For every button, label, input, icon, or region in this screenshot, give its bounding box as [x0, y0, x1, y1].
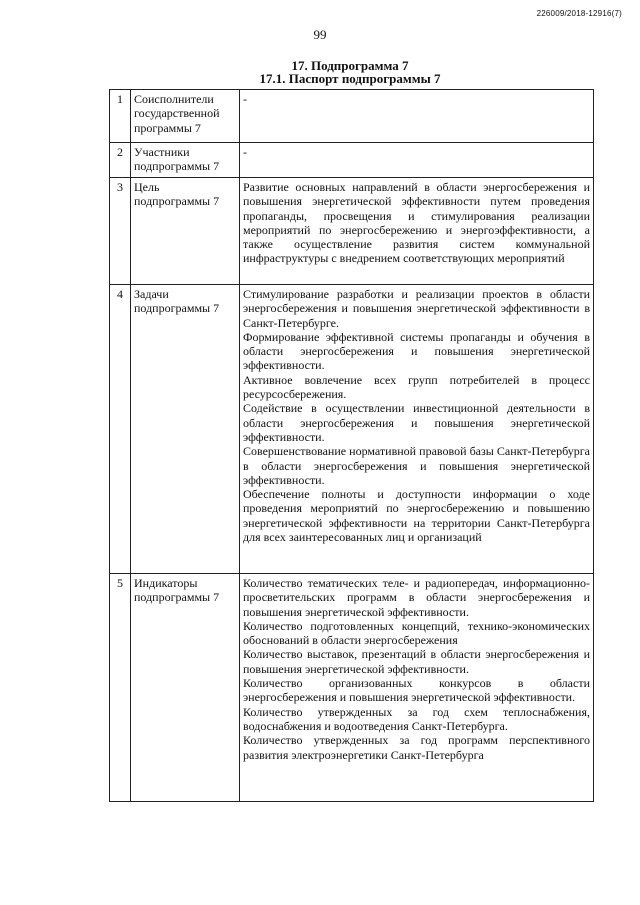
value-paragraph: Обеспечение полноты и доступности информации о ходе проведения мероприятий по энергосбережению и повышению энергетической эффективности на территории Санкт-Петербурга для всех заинтересованных лиц и организаций	[243, 487, 590, 545]
value-paragraph: Стимулирование разработки и реализации проектов в области энергосбережения и повышения энергетической эффективности в Санкт-Петербурге.	[243, 287, 590, 330]
value-paragraph: Содействие в осуществлении инвестиционной деятельности в области энергосбережения и повышения энергетической эффективности.	[243, 401, 590, 444]
parameter-value	[240, 574, 594, 802]
subsection-title: 17.1. Паспорт подпрограммы 7	[259, 71, 441, 86]
section-title: 17. Подпрограмма 7	[291, 58, 409, 73]
row-number: 1	[110, 90, 131, 143]
page-number: 99	[313, 27, 327, 42]
table-row	[110, 285, 594, 574]
parameter-name: Соисполнители государственной программы 7	[131, 90, 240, 143]
document-id: 226009/2018-12916(7)	[536, 9, 622, 18]
row-number: 2	[110, 143, 131, 178]
table-row	[110, 178, 594, 285]
value-paragraph: Количество утвержденных за год схем теплоснабжения, водоснабжения и водоотведения Санкт-Петербурга.	[243, 704, 590, 733]
parameter-value	[240, 178, 594, 285]
table-row	[110, 574, 594, 802]
value-paragraph: -	[243, 92, 247, 106]
value-paragraph: Количество организованных конкурсов в области энергосбережения и повышения энергетической эффективности.	[243, 676, 590, 705]
value-paragraph: Количество выставок, презентаций в области энергосбережения и повышения энергетической эффективности.	[243, 647, 590, 676]
row-number: 3	[110, 178, 131, 285]
parameter-name: Участники подпрограммы 7	[131, 143, 240, 178]
table-row	[110, 143, 594, 178]
value-paragraph: -	[243, 145, 247, 159]
parameter-value	[240, 143, 594, 178]
parameter-name: Индикаторы подпрограммы 7	[131, 574, 240, 802]
parameter-value	[240, 90, 594, 143]
value-paragraph: Активное вовлечение всех групп потребителей в процесс ресурсосбережения.	[243, 372, 590, 402]
value-paragraph: Количество подготовленных концепций, технико-экономических обоснований в области энергосбережения	[243, 618, 590, 648]
value-paragraph: Количество утвержденных за год программ перспективного развития электроэнергетики Санкт-Петербурга	[243, 733, 590, 762]
row-number: 5	[110, 574, 131, 802]
parameter-name: Цель подпрограммы 7	[131, 178, 240, 285]
passport-table	[109, 89, 594, 802]
parameter-value	[240, 285, 594, 574]
value-paragraph: Развитие основных направлений в области энергосбережения и повышения энергетической эффективности путем проведения пропаганды, просвещения и стимулирования реализации мероприятий по энергосбережению и энергоэффективности, а также осуществление развития систем коммунальной инфраструктуры с внедрением соответствующих мероприятий	[243, 180, 590, 266]
parameter-name: Задачи подпрограммы 7	[131, 285, 240, 574]
table-row	[110, 90, 594, 143]
value-paragraph: Формирование эффективной системы пропаганды и обучения в области энергосбережения и повышения энергетической эффективности.	[243, 329, 590, 373]
value-paragraph: Количество тематических теле- и радиопередач, информационно-просветительских программ в области энергосбережения и повышения энергетической эффективности.	[243, 576, 590, 619]
value-paragraph: Совершенствование нормативной правовой базы Санкт-Петербурга в области энергосбережения и повышения энергетической эффективности.	[243, 444, 590, 487]
row-number: 4	[110, 285, 131, 574]
